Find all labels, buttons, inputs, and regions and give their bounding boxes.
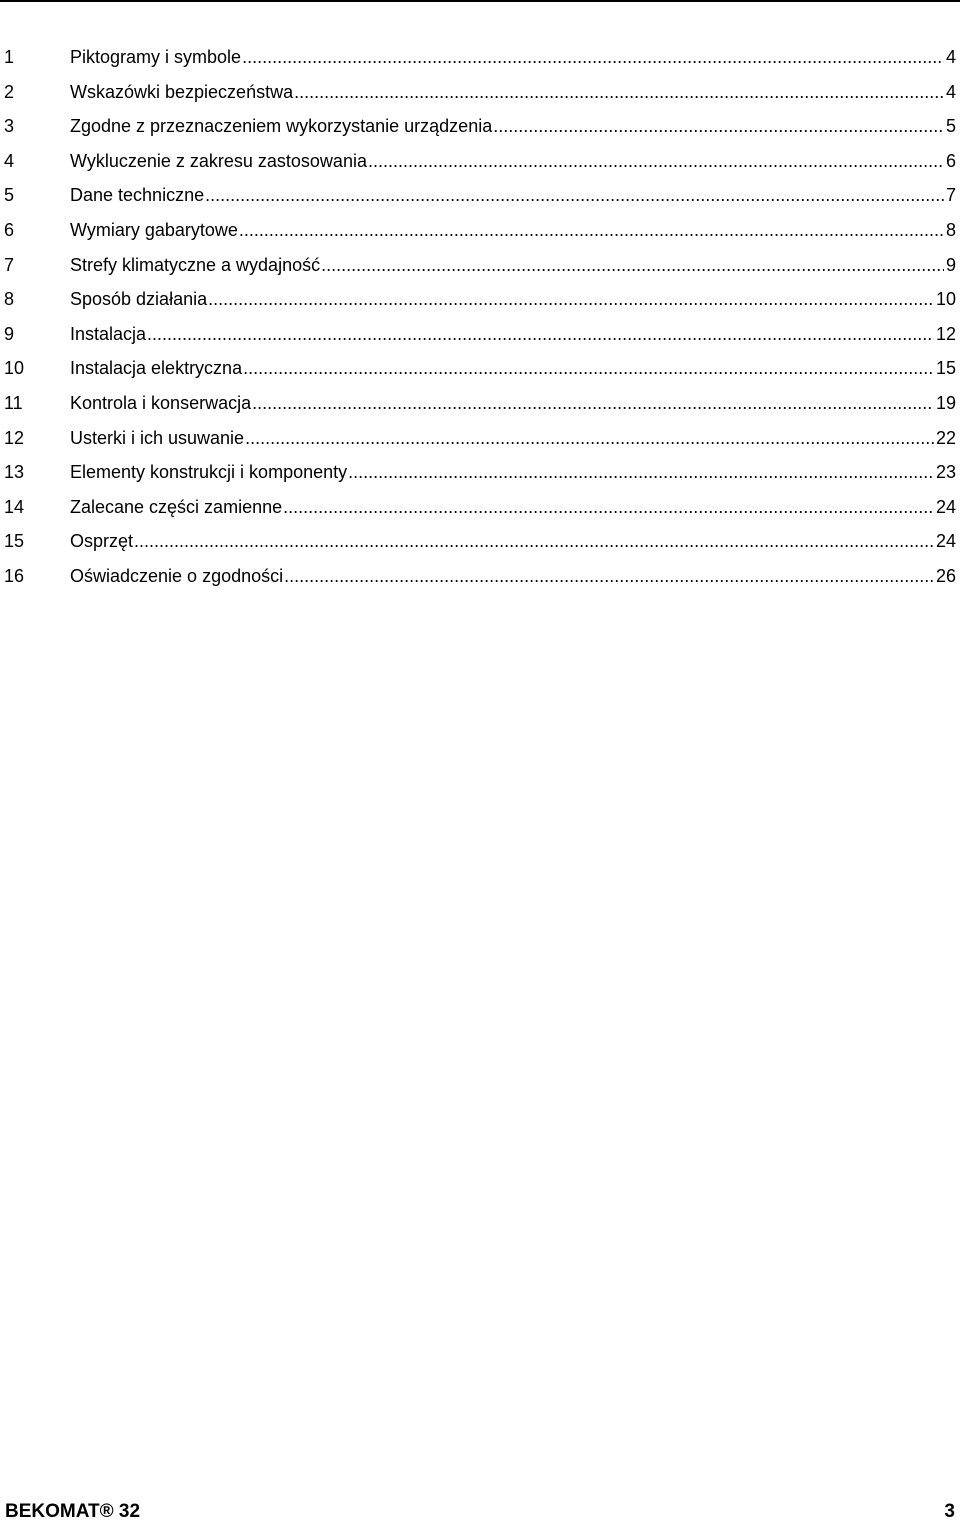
toc-entry[interactable] xyxy=(0,455,956,490)
toc-entry-title: Piktogramy i symbole xyxy=(70,47,242,67)
page-footer xyxy=(0,1498,960,1525)
toc-entry[interactable] xyxy=(0,248,956,283)
toc-entry-page: 12 xyxy=(935,323,956,344)
toc-entry-page: 10 xyxy=(935,289,956,310)
toc-entry[interactable] xyxy=(0,524,956,559)
toc-dot-leader xyxy=(348,455,934,490)
toc-entry[interactable] xyxy=(0,386,956,421)
toc-entry-title: Wskazówki bezpieczeństwa xyxy=(70,81,294,102)
toc-entry-number: 9 xyxy=(4,323,15,344)
toc-entry-number: 1 xyxy=(4,47,15,67)
toc-entry-title: Strefy klimatyczne a wydajność xyxy=(70,254,321,275)
toc-dot-leader xyxy=(208,282,934,317)
toc-entry-number: 14 xyxy=(4,496,25,517)
toc-dot-leader xyxy=(321,248,944,283)
toc-entry-title: Osprzęt xyxy=(70,531,134,552)
toc-entry-page: 7 xyxy=(945,185,956,206)
toc-dot-leader xyxy=(147,317,934,352)
toc-entry[interactable] xyxy=(0,213,956,248)
header-rule xyxy=(0,0,960,2)
toc-entry[interactable] xyxy=(0,178,956,213)
toc-dot-leader xyxy=(245,421,934,456)
toc-entry[interactable] xyxy=(0,282,956,317)
toc-entry-title: Instalacja elektryczna xyxy=(70,358,243,379)
toc-entry-number: 16 xyxy=(4,565,25,586)
toc-entry-number: 4 xyxy=(4,150,15,171)
toc-entry-number: 10 xyxy=(4,358,25,379)
toc-dot-leader xyxy=(242,40,944,75)
toc-entry-number: 13 xyxy=(4,462,25,483)
toc-dot-leader xyxy=(284,559,934,594)
toc-entry-number: 7 xyxy=(4,254,15,275)
toc-entry-page: 15 xyxy=(935,358,956,379)
toc-entry-page: 9 xyxy=(945,254,956,275)
toc-entry[interactable] xyxy=(0,421,956,456)
toc-entry-title: Wykluczenie z zakresu zastosowania xyxy=(70,150,367,171)
toc-dot-leader xyxy=(243,351,934,386)
toc-entry-title: Instalacja xyxy=(70,323,147,344)
toc-entry[interactable] xyxy=(0,559,956,594)
toc-dot-leader xyxy=(205,178,944,213)
toc-entry-page: 8 xyxy=(945,219,956,240)
toc-entry-page: 4 xyxy=(945,81,956,102)
toc-entry-title: Kontrola i konserwacja xyxy=(70,392,252,413)
toc-dot-leader xyxy=(294,75,944,110)
footer-product-name: BEKOMAT® 32 xyxy=(5,1500,141,1522)
toc-entry-title: Dane techniczne xyxy=(70,185,205,206)
footer-page-number: 3 xyxy=(944,1500,955,1522)
toc-dot-leader xyxy=(239,213,944,248)
toc-entry-number: 3 xyxy=(4,116,15,137)
toc-entry[interactable] xyxy=(0,351,956,386)
toc-entry-page: 24 xyxy=(935,531,956,552)
toc-entry-number: 2 xyxy=(4,81,15,102)
toc-entry[interactable] xyxy=(0,109,956,144)
toc-entry-page: 4 xyxy=(945,47,956,67)
toc-entry-page: 5 xyxy=(945,116,956,137)
toc-entry[interactable] xyxy=(0,490,956,525)
toc-entry-page: 22 xyxy=(935,427,956,448)
table-of-contents xyxy=(0,40,956,594)
toc-entry-number: 11 xyxy=(4,392,23,413)
toc-entry[interactable] xyxy=(0,317,956,352)
toc-dot-leader xyxy=(493,109,944,144)
toc-entry-page: 23 xyxy=(935,462,956,483)
toc-dot-leader xyxy=(283,490,934,525)
toc-dot-leader xyxy=(134,524,934,559)
toc-entry-number: 12 xyxy=(4,427,25,448)
toc-entry-title: Oświadczenie o zgodności xyxy=(70,565,284,586)
toc-entry-title: Zalecane części zamienne xyxy=(70,496,283,517)
toc-entry-number: 8 xyxy=(4,289,15,310)
toc-entry-page: 19 xyxy=(935,392,956,413)
toc-entry-page: 24 xyxy=(935,496,956,517)
toc-entry-number: 15 xyxy=(4,531,25,552)
toc-dot-leader xyxy=(368,144,944,179)
toc-entry[interactable] xyxy=(0,75,956,110)
toc-entry-page: 6 xyxy=(945,150,956,171)
toc-entry-title: Sposób działania xyxy=(70,289,208,310)
toc-entry-number: 6 xyxy=(4,219,15,240)
toc-entry-title: Usterki i ich usuwanie xyxy=(70,427,245,448)
toc-dot-leader xyxy=(252,386,934,421)
toc-entry[interactable] xyxy=(0,144,956,179)
toc-entry-title: Elementy konstrukcji i komponenty xyxy=(70,462,348,483)
toc-entry-title: Wymiary gabarytowe xyxy=(70,219,238,240)
toc-entry-page: 26 xyxy=(935,565,956,586)
toc-entry[interactable] xyxy=(0,40,956,75)
toc-entry-title: Zgodne z przeznaczeniem wykorzystanie urządzenia xyxy=(70,116,493,137)
toc-entry-number: 5 xyxy=(4,185,15,206)
